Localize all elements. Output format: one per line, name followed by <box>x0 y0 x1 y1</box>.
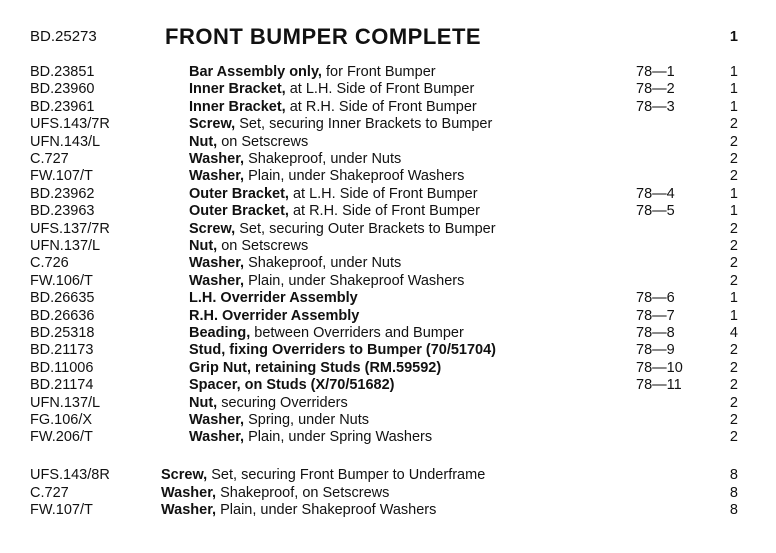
description-detail: at L.H. Side of Front Bumper <box>285 81 475 98</box>
parts-list-row <box>0 254 776 272</box>
part-description <box>189 376 395 394</box>
part-description <box>189 394 348 412</box>
plate-reference: 78—5 <box>636 203 675 220</box>
part-number: BD.23963 <box>30 203 95 220</box>
part-number: BD.23962 <box>30 185 95 202</box>
plate-reference: 78—3 <box>636 98 675 115</box>
part-description <box>189 341 496 359</box>
parts-list-row <box>0 341 776 359</box>
description-keyword: Inner Bracket, <box>189 81 286 98</box>
description-detail: Plain, under Spring Washers <box>244 429 433 446</box>
quantity: 1 <box>729 203 738 220</box>
part-number: UFS.143/8R <box>30 467 110 483</box>
description-detail: Shakeproof, on Setscrews <box>216 484 390 501</box>
description-keyword: Nut, <box>189 133 218 150</box>
part-description <box>189 202 480 220</box>
quantity: 2 <box>729 342 738 359</box>
part-number: C.726 <box>30 255 69 272</box>
quantity: 1 <box>729 290 738 307</box>
quantity: 2 <box>729 220 738 237</box>
part-description <box>161 466 485 484</box>
description-detail: Set, securing Front Bumper to Underframe <box>207 467 486 483</box>
description-keyword: Beading, <box>189 325 251 341</box>
description-detail: at R.H. Side of Front Bumper <box>288 203 480 220</box>
description-keyword: Nut, <box>189 238 218 254</box>
part-number: BD.25318 <box>30 325 95 341</box>
part-description <box>189 237 308 255</box>
part-description <box>189 167 464 185</box>
description-keyword: Outer Bracket, <box>189 203 289 220</box>
quantity: 1 <box>729 307 738 324</box>
description-keyword: R.H. Overrider Assembly <box>189 307 360 324</box>
parts-list-row <box>0 394 776 412</box>
parts-list-row <box>0 272 776 290</box>
description-detail: at R.H. Side of Front Bumper <box>285 98 477 115</box>
description-keyword: Screw, <box>189 220 236 237</box>
quantity: 8 <box>729 467 738 483</box>
part-description <box>189 185 478 203</box>
assembly-quantity: 1 <box>729 29 738 45</box>
description-keyword: Grip Nut, retaining Studs (RM.59592) <box>189 359 442 376</box>
description-detail: Set, securing Outer Brackets to Bumper <box>235 220 496 237</box>
quantity: 1 <box>729 64 738 80</box>
part-number: BD.26635 <box>30 290 95 307</box>
plate-reference: 78—9 <box>636 342 675 359</box>
description-detail: Plain, under Shakeproof Washers <box>244 168 465 185</box>
quantity: 2 <box>729 429 738 446</box>
parts-list-row <box>0 133 776 151</box>
part-number: UFN.137/L <box>30 238 101 254</box>
quantity: 4 <box>729 325 738 341</box>
parts-list-row <box>0 98 776 116</box>
parts-list-row <box>0 466 776 484</box>
part-number: FW.107/T <box>30 168 93 185</box>
parts-list-row <box>0 185 776 203</box>
part-number: BD.26636 <box>30 307 95 324</box>
description-keyword: Washer, <box>189 272 245 289</box>
description-keyword: Outer Bracket, <box>189 185 289 202</box>
parts-list-row <box>0 115 776 133</box>
assembly-header-row <box>0 24 776 49</box>
part-number: UFS.143/7R <box>30 116 110 133</box>
description-detail: on Setscrews <box>217 133 309 150</box>
parts-list-row <box>0 202 776 220</box>
description-keyword: Washer, <box>189 429 245 446</box>
parts-list-row <box>0 237 776 255</box>
description-detail: for Front Bumper <box>321 64 436 80</box>
part-description <box>189 359 441 377</box>
part-number: BD.21174 <box>30 377 94 394</box>
plate-reference: 78—7 <box>636 307 675 324</box>
parts-list-row <box>0 359 776 377</box>
parts-list-row <box>0 289 776 307</box>
parts-list-row <box>0 484 776 502</box>
part-description <box>189 150 401 168</box>
quantity: 2 <box>729 412 738 428</box>
description-keyword: Spacer, on Studs (X/70/51682) <box>189 377 395 394</box>
part-description <box>189 428 432 446</box>
description-keyword: Washer, <box>189 412 245 428</box>
quantity: 8 <box>729 502 738 518</box>
quantity: 8 <box>729 484 738 501</box>
part-number: UFN.137/L <box>30 394 101 411</box>
description-keyword: Screw, <box>189 116 236 133</box>
parts-list-row <box>0 220 776 238</box>
description-detail: on Setscrews <box>217 238 309 254</box>
quantity: 1 <box>729 185 738 202</box>
plate-reference: 78—10 <box>636 359 683 376</box>
quantity: 2 <box>729 238 738 254</box>
description-detail: Set, securing Inner Brackets to Bumper <box>235 116 493 133</box>
part-description <box>189 307 359 325</box>
description-detail: between Overriders and Bumper <box>250 325 464 341</box>
description-keyword: Inner Bracket, <box>189 98 286 115</box>
plate-reference: 78—11 <box>636 377 682 394</box>
description-keyword: L.H. Overrider Assembly <box>189 290 358 307</box>
part-number: BD.23851 <box>30 64 95 80</box>
description-detail: Plain, under Shakeproof Washers <box>216 502 437 518</box>
part-description <box>189 98 477 116</box>
description-detail: at L.H. Side of Front Bumper <box>288 185 478 202</box>
part-description <box>189 289 358 307</box>
description-keyword: Washer, <box>189 151 245 167</box>
parts-list-row <box>0 411 776 429</box>
plate-reference: 78—8 <box>636 325 675 341</box>
plate-reference: 78—4 <box>636 185 675 202</box>
description-detail: Plain, under Shakeproof Washers <box>244 272 465 289</box>
quantity: 2 <box>729 133 738 150</box>
part-description <box>189 411 369 429</box>
description-detail: Spring, under Nuts <box>244 412 370 428</box>
quantity: 2 <box>729 272 738 289</box>
part-number: UFN.143/L <box>30 133 101 150</box>
part-description <box>189 115 492 133</box>
assembly-title: FRONT BUMPER COMPLETE <box>165 24 482 49</box>
plate-reference: 78—1 <box>636 64 675 80</box>
quantity: 2 <box>729 377 738 394</box>
description-keyword: Stud, fixing Overriders to Bumper (70/51704) <box>189 342 497 359</box>
quantity: 2 <box>729 359 738 376</box>
description-keyword: Screw, <box>161 467 208 483</box>
part-number: BD.23961 <box>30 98 95 115</box>
part-description <box>189 324 464 342</box>
quantity: 1 <box>729 98 738 115</box>
part-number: BD.11006 <box>30 359 94 376</box>
part-number: C.727 <box>30 151 69 167</box>
description-detail: Shakeproof, under Nuts <box>244 151 402 167</box>
part-number: BD.23960 <box>30 81 95 98</box>
assembly-part-number: BD.25273 <box>30 28 97 45</box>
part-description <box>189 220 496 238</box>
parts-list-row <box>0 307 776 325</box>
description-detail: securing Overriders <box>217 394 348 411</box>
part-description <box>161 484 389 502</box>
part-number: C.727 <box>30 484 69 501</box>
quantity: 2 <box>729 168 738 185</box>
quantity: 2 <box>729 394 738 411</box>
parts-list-row <box>0 167 776 185</box>
plate-reference: 78—2 <box>636 81 675 98</box>
part-number: FW.206/T <box>30 429 93 446</box>
part-description <box>189 254 401 272</box>
description-detail: Shakeproof, under Nuts <box>244 255 402 272</box>
part-number: BD.21173 <box>30 342 94 359</box>
part-description <box>189 133 308 151</box>
part-description <box>189 80 474 98</box>
parts-list-row <box>0 80 776 98</box>
quantity: 1 <box>729 81 738 98</box>
quantity: 2 <box>729 151 738 167</box>
parts-list-row <box>0 376 776 394</box>
parts-list-row <box>0 324 776 342</box>
parts-list-row <box>0 63 776 81</box>
description-keyword: Washer, <box>161 484 217 501</box>
parts-list-row <box>0 501 776 519</box>
part-description <box>189 272 464 290</box>
part-description <box>161 501 436 519</box>
parts-list-row <box>0 428 776 446</box>
description-keyword: Washer, <box>189 255 245 272</box>
quantity: 2 <box>729 116 738 133</box>
part-number: FW.107/T <box>30 502 93 518</box>
part-number: UFS.137/7R <box>30 220 110 237</box>
parts-list-row <box>0 150 776 168</box>
description-keyword: Washer, <box>189 168 245 185</box>
quantity: 2 <box>729 255 738 272</box>
part-number: FG.106/X <box>30 412 93 428</box>
description-keyword: Washer, <box>161 502 217 518</box>
description-keyword: Nut, <box>189 394 218 411</box>
plate-reference: 78—6 <box>636 290 675 307</box>
part-number: FW.106/T <box>30 272 93 289</box>
description-keyword: Bar Assembly only, <box>189 64 322 80</box>
part-description <box>189 63 436 81</box>
